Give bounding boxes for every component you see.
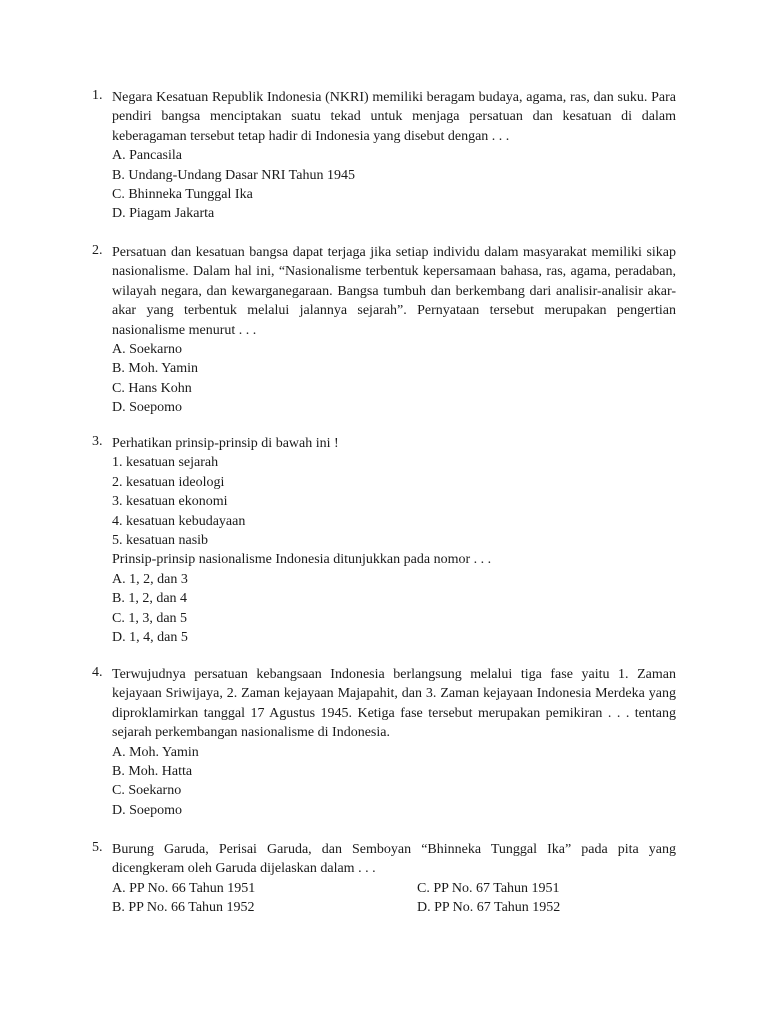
option-b: B. 1, 2, dan 4 xyxy=(112,591,188,607)
options-grid xyxy=(112,879,676,918)
option-d: D. 1, 4, dan 5 xyxy=(112,630,188,646)
principle-item: 1. kesatuan sejarah xyxy=(112,455,219,471)
option-b: B. PP No. 66 Tahun 1952 xyxy=(112,900,255,916)
question-number: 4. xyxy=(92,665,103,680)
question-prompt: Prinsip-prinsip nasionalisme Indonesia ditunjukkan pada nomor . . . xyxy=(112,552,492,568)
option-d: D. Soepomo xyxy=(112,400,182,416)
option-b: B. Moh. Hatta xyxy=(112,764,193,780)
option-b: B. Undang-Undang Dasar NRI Tahun 1945 xyxy=(112,167,355,183)
option-d: D. Piagam Jakarta xyxy=(112,206,215,222)
option-d: D. PP No. 67 Tahun 1952 xyxy=(417,900,561,916)
principle-item: 5. kesatuan nasib xyxy=(112,533,209,549)
option-a: A. Pancasila xyxy=(112,148,182,164)
option-a: A. Soekarno xyxy=(112,342,182,358)
option-c: C. Hans Kohn xyxy=(112,380,192,396)
question-text: Negara Kesatuan Republik Indonesia (NKRI) memiliki beragam budaya, agama, ras, dan suku. Para pendiri bangsa menciptakan suatu tekad untuk menjaga persatuan dan kesatuan di dalam keberagaman tersebut tetap hadir di Indonesia yang disebut dengan . . . xyxy=(112,90,676,144)
question-text: Perhatikan prinsip-prinsip di bawah ini ! xyxy=(112,436,339,451)
option-c: C. Soekarno xyxy=(112,783,182,799)
option-c: C. 1, 3, dan 5 xyxy=(112,610,188,626)
question-text: Burung Garuda, Perisai Garuda, dan Semboyan “Bhinneka Tunggal Ika” pada pita yang dicengkeram oleh Garuda dijelaskan dalam . . . xyxy=(112,842,676,877)
question-text: Terwujudnya persatuan kebangsaan Indonesia berlangsung melalui tiga fase yaitu 1. Zaman kejayaan Sriwijaya, 2. Zaman kejayaan Majapahit, dan 3. Zaman kejayaan Indonesia Merdeka yang diproklamirkan tanggal 17 Agustus 1945. Ketiga fase tersebut merupakan pemikiran . . . tentang sejarah perkembangan nasionalisme di Indonesia. xyxy=(112,667,676,741)
question-number: 1. xyxy=(92,88,103,103)
question-number: 5. xyxy=(92,840,103,855)
question-number: 2. xyxy=(92,243,103,258)
question-text: Persatuan dan kesatuan bangsa dapat terjaga jika setiap individu dalam masyarakat memiliki sikap nasionalisme. Dalam hal ini, “Nasionalisme terbentuk kepersamaan bahasa, ras, agama, peradaban, wilayah negara, dan kewarganegaraan. Bangsa tumbuh dan berkembang dari analisir-analisir akar-akar yang terbentuk melalui jalannya sejarah”. Pernyataan tersebut merupakan pengertian nasionalisme menurut . . . xyxy=(112,245,676,338)
option-a: A. Moh. Yamin xyxy=(112,744,199,760)
option-c: C. Bhinneka Tunggal Ika xyxy=(112,187,253,203)
principle-item: 2. kesatuan ideologi xyxy=(112,474,225,490)
question-3 xyxy=(92,434,676,647)
principle-item: 3. kesatuan ekonomi xyxy=(112,494,228,510)
question-1 xyxy=(92,88,676,224)
option-d: D. Soepomo xyxy=(112,802,182,818)
option-a: A. PP No. 66 Tahun 1951 xyxy=(112,880,256,896)
question-5 xyxy=(92,840,676,918)
principle-item: 4. kesatuan kebudayaan xyxy=(112,513,246,529)
option-b: B. Moh. Yamin xyxy=(112,361,198,377)
question-number: 3. xyxy=(92,434,103,449)
option-a: A. 1, 2, dan 3 xyxy=(112,571,188,587)
question-2 xyxy=(92,243,676,418)
option-c: C. PP No. 67 Tahun 1951 xyxy=(417,880,560,896)
question-4 xyxy=(92,665,676,820)
